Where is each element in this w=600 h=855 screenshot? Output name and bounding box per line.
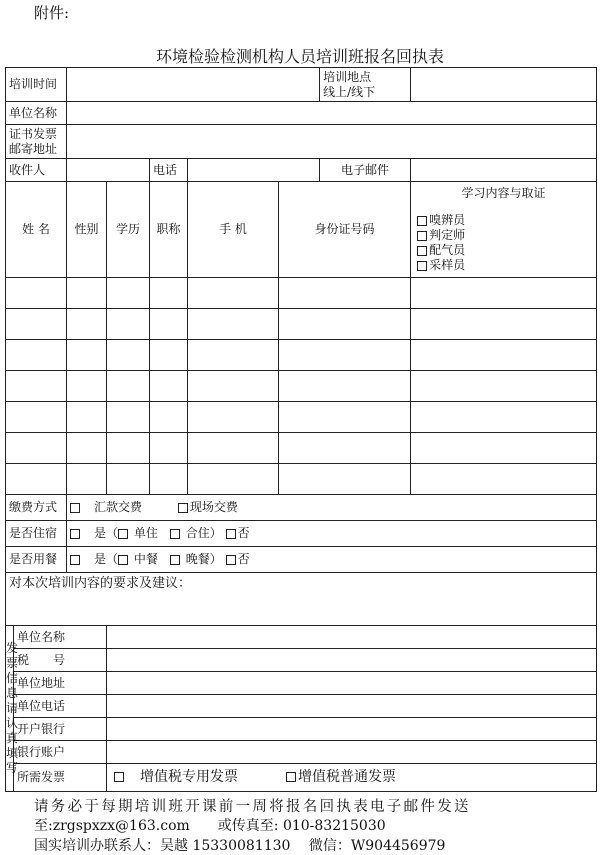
table-row — [6, 278, 597, 309]
cell[interactable] — [6, 464, 67, 495]
table-row — [6, 464, 597, 495]
cell[interactable] — [67, 371, 107, 402]
cell[interactable] — [150, 278, 188, 309]
checkbox-icon[interactable] — [417, 246, 427, 256]
invoice-account-field[interactable] — [107, 741, 597, 764]
invoice-side-char: 票 — [6, 656, 19, 670]
study-option-label: 嗅辨员 — [429, 213, 466, 227]
footer-line3: 国实培训办联系人：吴越 15330081130 微信：W904456979 — [34, 838, 446, 854]
meals-label: 是否用餐 — [6, 547, 67, 573]
cell[interactable] — [67, 433, 107, 464]
cell[interactable] — [411, 464, 597, 495]
cell[interactable] — [150, 371, 188, 402]
invoice-type-label: 所需发票 — [14, 764, 107, 792]
invoice-tax-id-field[interactable] — [107, 649, 597, 672]
checkbox-icon[interactable] — [118, 529, 128, 539]
cell[interactable] — [67, 464, 107, 495]
payment-label: 缴费方式 — [6, 495, 67, 521]
checkbox-icon[interactable] — [70, 555, 80, 565]
checkbox-icon[interactable] — [417, 216, 427, 226]
col-name: 姓 名 — [6, 182, 67, 278]
training-location-label — [320, 68, 411, 102]
col-study-content — [411, 182, 597, 278]
payment-option-onsite[interactable] — [178, 500, 238, 515]
meals-lunch: 中餐 — [133, 552, 158, 566]
cell[interactable] — [411, 278, 597, 309]
cell[interactable] — [150, 340, 188, 371]
invoice-account-label: 银行账户 — [14, 741, 107, 764]
cell[interactable] — [107, 371, 150, 402]
suggestion-label: 对本次培训内容的要求及建议： — [9, 576, 192, 591]
cell[interactable] — [6, 371, 67, 402]
payment-option-label: 汇款交费 — [94, 500, 143, 514]
cert-address-line2: 邮寄地址 — [9, 141, 58, 156]
invoice-tax-id-label: 税 号 — [14, 649, 107, 672]
study-option[interactable] — [417, 258, 590, 273]
cell[interactable] — [107, 340, 150, 371]
suggestion-field[interactable] — [6, 573, 597, 626]
cell[interactable] — [107, 278, 150, 309]
table-row — [6, 340, 597, 371]
form-title: 环境检验检测机构人员培训班报名回执表 — [155, 47, 444, 66]
cell[interactable] — [150, 433, 188, 464]
cell[interactable] — [279, 278, 411, 309]
training-time-field[interactable] — [67, 68, 320, 102]
cell[interactable] — [188, 433, 279, 464]
table-row — [6, 309, 597, 340]
cert-address-label — [6, 125, 67, 159]
cell[interactable] — [67, 278, 107, 309]
cell[interactable] — [6, 340, 67, 371]
lodging-single: 单住 — [133, 526, 158, 540]
cell[interactable] — [107, 309, 150, 340]
invoice-unit-address-field[interactable] — [107, 672, 597, 695]
invoice-unit-name-field[interactable] — [107, 626, 597, 649]
study-option[interactable] — [417, 213, 590, 228]
study-content-title: 学习内容与取证 — [461, 186, 546, 200]
training-time-label: 培训时间 — [6, 68, 67, 102]
study-option-label: 采样员 — [429, 258, 466, 272]
invoice-unit-phone-field[interactable] — [107, 695, 597, 718]
table-row — [6, 371, 597, 402]
invoice-bank-label: 开户银行 — [14, 718, 107, 741]
unit-name-field[interactable] — [67, 102, 597, 125]
checkbox-icon[interactable] — [226, 529, 236, 539]
attachment-label: 附件: — [34, 4, 70, 22]
cell[interactable] — [279, 371, 411, 402]
invoice-side-char: 息 — [6, 686, 19, 700]
meals-dinner: 晚餐） — [185, 552, 222, 566]
invoice-unit-address-label: 单位地址 — [14, 672, 107, 695]
cell[interactable] — [150, 309, 188, 340]
phone-label: 电话 — [150, 159, 188, 182]
cert-address-line1: 证书发票 — [9, 126, 58, 141]
invoice-side-char: 信 — [6, 671, 19, 685]
cell[interactable] — [107, 433, 150, 464]
checkbox-icon[interactable] — [286, 772, 296, 782]
study-option-label: 判定师 — [429, 228, 466, 242]
checkbox-icon[interactable] — [114, 772, 124, 782]
invoice-side-label — [6, 626, 19, 792]
invoice-side-char: 发 — [6, 641, 19, 655]
cell[interactable] — [188, 278, 279, 309]
invoice-side-char: 填 — [6, 746, 19, 760]
cell[interactable] — [188, 309, 279, 340]
unit-name-label: 单位名称 — [6, 102, 67, 125]
cell[interactable] — [107, 402, 150, 433]
cell[interactable] — [188, 402, 279, 433]
checkbox-icon[interactable] — [170, 555, 180, 565]
col-title: 职称 — [150, 182, 188, 278]
registration-form-table — [5, 67, 597, 792]
cell[interactable] — [411, 340, 597, 371]
cell[interactable] — [150, 464, 188, 495]
cell[interactable] — [67, 402, 107, 433]
invoice-unit-phone-label: 单位电话 — [14, 695, 107, 718]
cell[interactable] — [279, 340, 411, 371]
meals-options — [67, 547, 597, 573]
cell[interactable] — [188, 340, 279, 371]
lodging-shared: 合住） — [185, 526, 222, 540]
cell[interactable] — [279, 402, 411, 433]
cell[interactable] — [6, 278, 67, 309]
col-mobile: 手 机 — [188, 182, 279, 278]
recipient-label: 收件人 — [6, 159, 67, 182]
invoice-side-char: 真 — [6, 731, 19, 745]
table-row — [6, 402, 597, 433]
table-row — [6, 433, 597, 464]
meals-no: 否 — [237, 552, 250, 566]
invoice-bank-field[interactable] — [107, 718, 597, 741]
cell[interactable] — [279, 309, 411, 340]
training-location-field[interactable] — [411, 68, 597, 102]
checkbox-icon[interactable] — [70, 529, 80, 539]
email-label: 电子邮件 — [320, 159, 411, 182]
cell[interactable] — [411, 402, 597, 433]
email-field[interactable] — [411, 159, 597, 182]
payment-options — [67, 495, 597, 521]
training-location-line2: 线上/线下 — [323, 84, 376, 99]
invoice-side-char: 请 — [6, 701, 19, 715]
checkbox-icon[interactable] — [170, 529, 180, 539]
invoice-unit-name-label: 单位名称 — [14, 626, 107, 649]
meals-yes: 是（ — [94, 552, 119, 566]
cell[interactable] — [188, 371, 279, 402]
col-gender: 性别 — [67, 182, 107, 278]
cell[interactable] — [6, 402, 67, 433]
cell[interactable] — [150, 402, 188, 433]
invoice-side-char: 认 — [6, 716, 19, 730]
checkbox-icon[interactable] — [417, 261, 427, 271]
checkbox-icon[interactable] — [178, 503, 188, 513]
lodging-yes: 是（ — [94, 526, 119, 540]
invoice-type-options — [107, 764, 597, 792]
lodging-label: 是否住宿 — [6, 521, 67, 547]
checkbox-icon[interactable] — [70, 503, 80, 513]
col-id-number: 身份证号码 — [279, 182, 411, 278]
cell[interactable] — [411, 309, 597, 340]
cert-address-field[interactable] — [67, 125, 597, 159]
cell[interactable] — [279, 433, 411, 464]
cell[interactable] — [67, 340, 107, 371]
cell[interactable] — [107, 464, 150, 495]
checkbox-icon[interactable] — [417, 231, 427, 241]
lodging-no: 否 — [237, 526, 250, 540]
cell[interactable] — [67, 309, 107, 340]
footer-line1: 请务必于每期培训班开课前一周将报名回执表电子邮件发送 — [34, 799, 471, 815]
invoice-side-char: 写 — [6, 761, 19, 775]
cell[interactable] — [188, 464, 279, 495]
recipient-field[interactable] — [67, 159, 150, 182]
cell[interactable] — [411, 433, 597, 464]
invoice-type-normal: 增值税普通发票 — [298, 768, 397, 785]
payment-option-label: 现场交费 — [189, 500, 238, 514]
col-education: 学历 — [107, 182, 150, 278]
cell[interactable] — [6, 433, 67, 464]
training-location-line1: 培训地点 — [323, 69, 372, 84]
study-option[interactable] — [417, 243, 590, 258]
cell[interactable] — [279, 464, 411, 495]
cell[interactable] — [411, 371, 597, 402]
invoice-type-special: 增值税专用发票 — [140, 768, 239, 785]
checkbox-icon[interactable] — [118, 555, 128, 565]
cell[interactable] — [6, 309, 67, 340]
study-option-label: 配气员 — [429, 243, 466, 257]
phone-field[interactable] — [188, 159, 320, 182]
payment-option-remit[interactable] — [70, 500, 142, 515]
lodging-options — [67, 521, 597, 547]
checkbox-icon[interactable] — [226, 555, 236, 565]
footer-line2: 至:zrgspxzx@163.com 或传真至: 010-83215030 — [34, 818, 386, 834]
study-option[interactable] — [417, 228, 590, 243]
